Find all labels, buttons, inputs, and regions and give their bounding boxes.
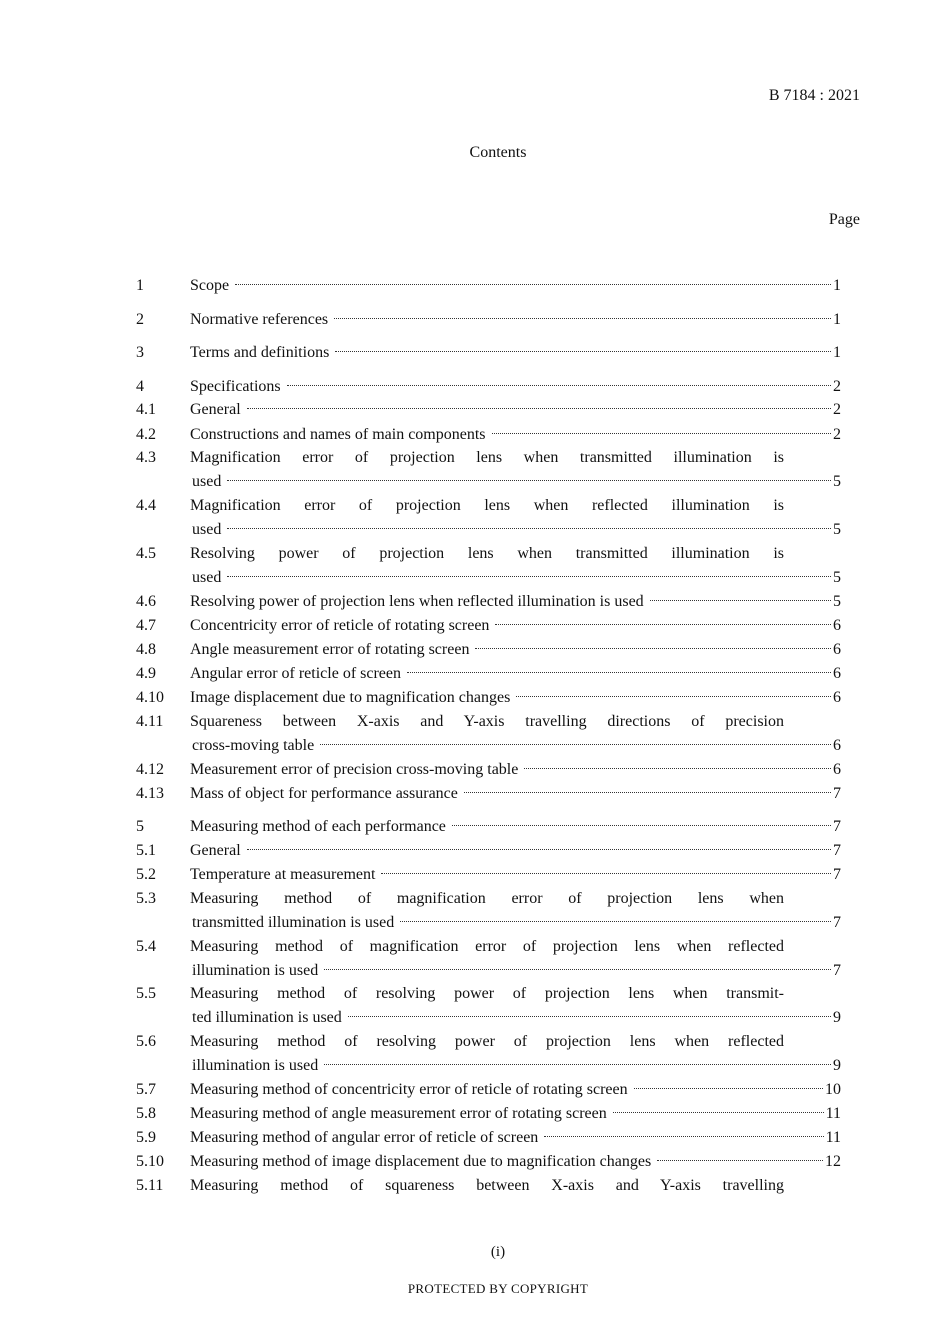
dot-leader <box>227 480 831 481</box>
toc-line <box>190 1126 841 1150</box>
dot-leader <box>495 624 831 625</box>
toc-entry-page: 7 <box>833 866 841 883</box>
toc-entry[interactable] <box>136 1126 841 1150</box>
toc-entry[interactable] <box>136 887 841 935</box>
dot-leader <box>516 696 831 697</box>
dot-leader <box>247 849 831 850</box>
toc-entry-number: 4.8 <box>136 641 156 658</box>
dot-leader <box>524 768 831 769</box>
toc-line <box>192 1006 841 1030</box>
toc-entry[interactable] <box>136 782 841 806</box>
toc-entry[interactable] <box>136 590 841 614</box>
toc-entry-title: Squareness between X-axis and Y-axis travelling directions of precision <box>190 713 784 730</box>
toc-line <box>190 839 841 863</box>
toc-entry-number: 4.1 <box>136 401 156 418</box>
toc-line <box>190 782 841 806</box>
toc-entry-title: illumination is used <box>192 962 319 979</box>
dot-leader <box>613 1112 824 1113</box>
toc-entry-number: 4.13 <box>136 785 164 802</box>
toc-entry[interactable] <box>136 982 841 1030</box>
toc-entry-title: used <box>192 473 222 490</box>
dot-leader <box>334 318 831 319</box>
dot-leader <box>335 351 831 352</box>
dot-leader <box>407 672 831 673</box>
toc-entry-number: 4.9 <box>136 665 156 682</box>
toc-entry-number: 4 <box>136 378 144 395</box>
dot-leader <box>227 528 831 529</box>
toc-line <box>190 375 841 399</box>
toc-entry-title: used <box>192 569 222 586</box>
dot-leader <box>657 1160 823 1161</box>
toc-line <box>190 686 841 710</box>
toc-entry-number: 5.1 <box>136 842 156 859</box>
toc-entry-page: 2 <box>833 401 841 418</box>
toc-line <box>190 815 841 839</box>
toc-line <box>190 398 841 422</box>
toc-entry[interactable] <box>136 375 841 399</box>
dot-leader <box>235 284 831 285</box>
standard-number: B 7184 : 2021 <box>768 87 860 104</box>
toc-line <box>192 1054 841 1078</box>
toc-entry-page: 6 <box>833 617 841 634</box>
toc-entry[interactable] <box>136 638 841 662</box>
toc-entry-title: Measuring method of concentricity error of reticle of rotating screen <box>190 1081 628 1098</box>
toc-line <box>190 863 841 887</box>
toc-entry-number: 4.7 <box>136 617 156 634</box>
toc-entry[interactable] <box>136 1174 841 1198</box>
toc-entry-page: 7 <box>833 914 841 931</box>
toc-entry-title: General <box>190 401 241 418</box>
dot-leader <box>287 385 831 386</box>
toc-entry[interactable] <box>136 1102 841 1126</box>
toc-entry-number: 4.2 <box>136 426 156 443</box>
toc-entry-page: 1 <box>833 277 841 294</box>
toc-entry[interactable] <box>136 423 841 447</box>
toc-entry[interactable] <box>136 863 841 887</box>
toc-line <box>192 734 841 758</box>
toc-entry-title: Measuring method of squareness between X-axis and Y-axis travelling <box>190 1177 784 1194</box>
toc-entry-number: 5.4 <box>136 938 156 955</box>
toc-entry-title: Resolving power of projection lens when reflected illumination is used <box>190 593 644 610</box>
dot-leader <box>400 921 831 922</box>
toc-entry-page: 7 <box>833 842 841 859</box>
page-column-label: Page <box>828 211 860 228</box>
toc-entry-number: 5.6 <box>136 1033 156 1050</box>
toc-entry-title: illumination is used <box>192 1057 319 1074</box>
dot-leader <box>381 873 831 874</box>
toc-line <box>192 566 841 590</box>
toc-entry-page: 7 <box>833 785 841 802</box>
toc-line <box>190 308 841 332</box>
toc-line <box>190 274 841 298</box>
toc-entry-number: 5.8 <box>136 1105 156 1122</box>
dot-leader <box>475 648 831 649</box>
toc-entry-page: 11 <box>825 1105 841 1122</box>
toc-entry-title: Measuring method of image displacement due to magnification changes <box>190 1153 652 1170</box>
toc-entry[interactable] <box>136 1030 841 1078</box>
toc-entry-page: 9 <box>833 1057 841 1074</box>
toc-entry-page: 1 <box>833 344 841 361</box>
toc-entry-title: Magnification error of projection lens when reflected illumination is <box>190 497 784 514</box>
toc-entry-title: Constructions and names of main components <box>190 426 486 443</box>
toc-entry-page: 6 <box>833 689 841 706</box>
toc-entry-page: 1 <box>833 311 841 328</box>
toc-line <box>190 1150 841 1174</box>
toc-entry-title: Mass of object for performance assurance <box>190 785 458 802</box>
toc-line <box>190 662 841 686</box>
toc-entry-page: 6 <box>833 761 841 778</box>
toc-entry-number: 5.7 <box>136 1081 156 1098</box>
toc-entry-number: 4.11 <box>136 713 164 730</box>
toc-entry-title: Measuring method of magnification error of projection lens when reflected <box>190 938 784 955</box>
toc-entry-title: Scope <box>190 277 230 294</box>
dot-leader <box>492 433 831 434</box>
toc-entry-title: Measuring method of magnification error of projection lens when <box>190 890 784 907</box>
toc-entry-page: 11 <box>825 1129 841 1146</box>
dot-leader <box>464 792 831 793</box>
toc-entry-title: Magnification error of projection lens when transmitted illumination is <box>190 449 784 466</box>
toc-entry[interactable] <box>136 446 841 494</box>
toc-line <box>190 758 841 782</box>
toc-entry-title: Image displacement due to magnification changes <box>190 689 511 706</box>
toc-entry-page: 5 <box>833 521 841 538</box>
dot-leader <box>452 825 831 826</box>
copyright-notice: PROTECTED BY COPYRIGHT <box>407 1281 589 1296</box>
toc-entry-page: 10 <box>825 1081 841 1098</box>
toc-entry-page: 12 <box>825 1153 841 1170</box>
toc-entry-number: 5.5 <box>136 985 156 1002</box>
dot-leader <box>348 1016 831 1017</box>
dot-leader <box>320 744 831 745</box>
toc-entry-number: 5.2 <box>136 866 156 883</box>
dot-leader <box>247 408 831 409</box>
toc-entry-number: 5.9 <box>136 1129 156 1146</box>
toc-line <box>190 590 841 614</box>
toc-entry-page: 2 <box>833 426 841 443</box>
toc-entry[interactable] <box>136 614 841 638</box>
toc-entry-title: used <box>192 521 222 538</box>
toc-entry-page: 5 <box>833 569 841 586</box>
toc-entry-title: Resolving power of projection lens when transmitted illumination is <box>190 545 784 562</box>
toc-entry-number: 4.12 <box>136 761 164 778</box>
toc-entry-number: 5 <box>136 818 144 835</box>
toc-entry-page: 5 <box>833 593 841 610</box>
toc-entry-title: Normative references <box>190 311 329 328</box>
toc-entry[interactable] <box>136 839 841 863</box>
toc-line <box>192 959 841 983</box>
dot-leader <box>544 1136 823 1137</box>
toc-line <box>190 341 841 365</box>
toc-entry[interactable] <box>136 341 841 365</box>
toc-entry-title: Measuring method of angle measurement error of rotating screen <box>190 1105 607 1122</box>
toc-entry[interactable] <box>136 935 841 983</box>
toc-entry-page: 6 <box>833 665 841 682</box>
toc-entry-number: 4.4 <box>136 497 156 514</box>
toc-line <box>192 470 841 494</box>
dot-leader <box>324 1064 831 1065</box>
toc-entry-page: 9 <box>833 1009 841 1026</box>
toc-entry-number: 5.11 <box>136 1177 164 1194</box>
toc-entry-number: 4.10 <box>136 689 164 706</box>
toc-entry[interactable] <box>136 710 841 758</box>
toc-entry-page: 2 <box>833 378 841 395</box>
toc-entry[interactable] <box>136 1150 841 1174</box>
toc-entry[interactable] <box>136 1078 841 1102</box>
toc-entry-number: 4.6 <box>136 593 156 610</box>
toc-entry-page: 7 <box>833 962 841 979</box>
toc-entry[interactable] <box>136 758 841 782</box>
footer-page-number: (i) <box>490 1244 506 1260</box>
toc-line <box>190 1102 841 1126</box>
toc-entry[interactable] <box>136 274 841 298</box>
toc-line <box>190 638 841 662</box>
toc-entry-title: Measuring method of each performance <box>190 818 446 835</box>
toc-entry-number: 5.10 <box>136 1153 164 1170</box>
dot-leader <box>324 969 831 970</box>
toc-entry-number: 2 <box>136 311 144 328</box>
toc-line <box>190 1078 841 1102</box>
toc-entry-title: Measuring method of resolving power of projection lens when reflected <box>190 1033 784 1050</box>
dot-leader <box>650 600 831 601</box>
toc-line <box>192 911 841 935</box>
toc-entry-page: 5 <box>833 473 841 490</box>
toc-entry-title: Angle measurement error of rotating screen <box>190 641 470 658</box>
toc-entry-title: cross-moving table <box>192 737 315 754</box>
toc-line <box>190 423 841 447</box>
toc-entry[interactable] <box>136 398 841 422</box>
toc-entry-number: 1 <box>136 277 144 294</box>
toc-entry-page: 7 <box>833 818 841 835</box>
contents-title: Contents <box>469 144 527 161</box>
toc-entry-number: 3 <box>136 344 144 361</box>
toc-entry-page: 6 <box>833 641 841 658</box>
toc-entry-page: 6 <box>833 737 841 754</box>
toc-entry[interactable] <box>136 815 841 839</box>
toc-entry-title: General <box>190 842 241 859</box>
toc-entry-title: Specifications <box>190 378 281 395</box>
toc-entry-title: Measuring method of angular error of reticle of screen <box>190 1129 539 1146</box>
toc-entry-title: Angular error of reticle of screen <box>190 665 401 682</box>
toc-entry[interactable] <box>136 662 841 686</box>
toc-entry-number: 4.3 <box>136 449 156 466</box>
toc-entry[interactable] <box>136 542 841 590</box>
toc-entry-title: Terms and definitions <box>190 344 330 361</box>
toc-entry[interactable] <box>136 686 841 710</box>
toc-entry[interactable] <box>136 308 841 332</box>
toc-entry-title: Temperature at measurement <box>190 866 376 883</box>
dot-leader <box>634 1088 823 1089</box>
toc-entry-number: 5.3 <box>136 890 156 907</box>
dot-leader <box>227 576 831 577</box>
toc-entry-title: Concentricity error of reticle of rotating screen <box>190 617 490 634</box>
toc-entry-title: transmitted illumination is used <box>192 914 395 931</box>
toc-entry[interactable] <box>136 494 841 542</box>
toc-entry-title: ted illumination is used <box>192 1009 342 1026</box>
toc-line <box>192 518 841 542</box>
toc-entry-title: Measuring method of resolving power of projection lens when transmit- <box>190 985 784 1002</box>
toc-entry-title: Measurement error of precision cross-moving table <box>190 761 519 778</box>
toc-line <box>190 614 841 638</box>
toc-entry-number: 4.5 <box>136 545 156 562</box>
